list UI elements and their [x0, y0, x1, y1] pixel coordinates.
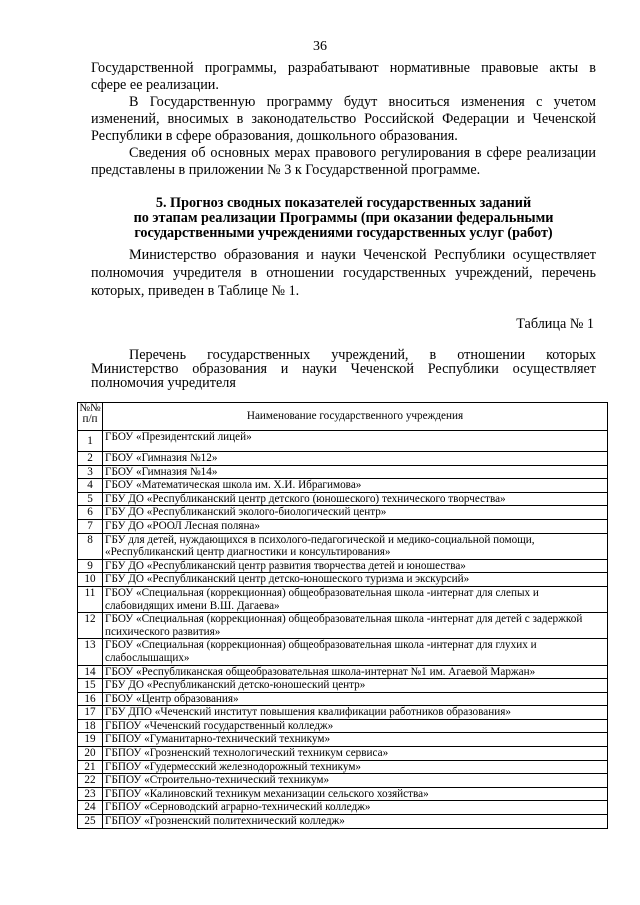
- row-number: 25: [78, 815, 103, 829]
- section-heading-line-3: государственными учреждениями государственных услуг (работ): [134, 225, 553, 241]
- row-number: 3: [78, 465, 103, 479]
- institution-name: ГБОУ «Специальная (коррекционная) общеобразовательная школа -интернат для детей с задержкой психического развития»: [103, 613, 608, 639]
- row-number: 20: [78, 747, 103, 761]
- row-number: 21: [78, 760, 103, 774]
- institution-name: ГБПОУ «Чеченский государственный колледж»: [103, 719, 608, 733]
- institution-name: ГБУ ДО «Республиканский эколого-биологический центр»: [103, 506, 608, 520]
- table-row: [78, 760, 608, 774]
- row-number: 4: [78, 479, 103, 493]
- row-number: 2: [78, 452, 103, 466]
- row-number: 12: [78, 613, 103, 639]
- table-row: [78, 431, 608, 452]
- row-number: 19: [78, 733, 103, 747]
- institution-name: ГБОУ «Математическая школа им. Х.И. Ибрагимова»: [103, 479, 608, 493]
- section-heading-line-2: по этапам реализации Программы (при оказании федеральными: [133, 210, 554, 226]
- table-row: [78, 452, 608, 466]
- institution-name: ГБУ ДО «Республиканский центр детско-юношеского туризма и экскурсий»: [103, 573, 608, 587]
- header-number-line-1: №№: [79, 402, 101, 414]
- row-number: 15: [78, 679, 103, 693]
- intro-paragraph-1-line-1: Государственной программы, разрабатывают нормативные правовые акты в: [91, 60, 596, 76]
- row-number: 22: [78, 774, 103, 788]
- institution-name: ГБОУ «Специальная (коррекционная) общеобразовательная школа -интернат для глухих и слабослышащих»: [103, 639, 608, 665]
- table-body: [78, 431, 608, 829]
- institution-name: ГБУ ДО «Республиканский детско-юношеский центр»: [103, 679, 608, 693]
- row-number: 1: [78, 431, 103, 452]
- intro-block: [91, 60, 596, 179]
- row-number: 16: [78, 692, 103, 706]
- institution-name: ГБОУ «Центр образования»: [103, 692, 608, 706]
- table-row: [78, 747, 608, 761]
- institution-name: ГБУ ДО «Республиканский центр детского (юношеского) технического творчества»: [103, 492, 608, 506]
- table-row: [78, 519, 608, 533]
- table-row: [78, 679, 608, 693]
- list-title: [91, 348, 596, 390]
- row-number: 8: [78, 533, 103, 559]
- table-caption: Таблица № 1: [516, 316, 594, 332]
- institution-name: ГБПОУ «Калиновский техникум механизации сельского хозяйства»: [103, 787, 608, 801]
- section-heading: [91, 196, 596, 241]
- row-number: 5: [78, 492, 103, 506]
- row-number: 14: [78, 665, 103, 679]
- institution-name: ГБУ ДО «Республиканский центр развития творчества детей и юношества»: [103, 559, 608, 573]
- intro-paragraph-1-line-2: сфере ее реализации.: [91, 77, 219, 93]
- institution-name: ГБУ ДО «РООЛ Лесная поляна»: [103, 519, 608, 533]
- row-number: 11: [78, 586, 103, 612]
- row-number: 23: [78, 787, 103, 801]
- table-row: [78, 492, 608, 506]
- table-row: [78, 719, 608, 733]
- list-title-text: Перечень государственных учреждений, в отношении которых Министерство образования и науки Чеченской Республики осуществляет полномочия учредителя: [91, 347, 596, 391]
- row-number: 9: [78, 559, 103, 573]
- institution-name: ГБОУ «Гимназия №14»: [103, 465, 608, 479]
- institution-name: ГБУ для детей, нуждающихся в психолого-педагогической и медико-социальной помощи, «Республиканский центр диагностики и консультирования»: [103, 533, 608, 559]
- section-text-block: [91, 246, 596, 300]
- table-row: [78, 733, 608, 747]
- row-number: 18: [78, 719, 103, 733]
- institution-name: ГБПОУ «Гудермесский железнодорожный техникум»: [103, 760, 608, 774]
- table-row: [78, 586, 608, 612]
- header-number: [78, 403, 103, 431]
- section-text: Министерство образования и науки Чеченской Республики осуществляет полномочия учредителя в отношении государственных учреждений, перечень которых, приведен в Таблице № 1.: [91, 247, 596, 299]
- table-row: [78, 479, 608, 493]
- institution-name: ГБПОУ «Строительно-технический техникум»: [103, 774, 608, 788]
- institution-name: ГБПОУ «Грозненский политехнический колледж»: [103, 815, 608, 829]
- header-number-line-2: п/п: [82, 413, 98, 425]
- institution-name: ГБОУ «Президентский лицей»: [103, 431, 608, 452]
- row-number: 10: [78, 573, 103, 587]
- table-row: [78, 506, 608, 520]
- institution-name: ГБОУ «Республиканская общеобразовательная школа-интернат №1 им. Агаевой Маржан»: [103, 665, 608, 679]
- table-row: [78, 801, 608, 815]
- table-row: [78, 559, 608, 573]
- institution-name: ГБПОУ «Грозненский технологический техникум сервиса»: [103, 747, 608, 761]
- intro-paragraph-2: В Государственную программу будут вноситься изменения с учетом изменений, вносимых в законодательство Российской Федерации и Чеченской Республики в сфере образования, дошкольного образования.: [91, 94, 596, 144]
- table-row: [78, 465, 608, 479]
- table-row: [78, 613, 608, 639]
- intro-paragraph-3: Сведения об основных мерах правового регулирования в сфере реализации представлены в приложении № 3 к Государственной программе.: [91, 145, 596, 178]
- table-row: [78, 533, 608, 559]
- row-number: 24: [78, 801, 103, 815]
- table-header-row: [78, 403, 608, 431]
- institution-name: ГБПОУ «Серноводский аграрно-технический колледж»: [103, 801, 608, 815]
- page-number: 36: [313, 39, 327, 54]
- row-number: 17: [78, 706, 103, 720]
- table-row: [78, 815, 608, 829]
- section-heading-line-1: 5. Прогноз сводных показателей государственных заданий: [155, 195, 532, 211]
- table-row: [78, 706, 608, 720]
- table-row: [78, 573, 608, 587]
- row-number: 13: [78, 639, 103, 665]
- table-row: [78, 774, 608, 788]
- table-row: [78, 692, 608, 706]
- table-row: [78, 665, 608, 679]
- institution-name: ГБУ ДПО «Чеченский институт повышения квалификации работников образования»: [103, 706, 608, 720]
- row-number: 7: [78, 519, 103, 533]
- institution-name: ГБОУ «Специальная (коррекционная) общеобразовательная школа -интернат для слепых и слабовидящих имени В.Ш. Дагаева»: [103, 586, 608, 612]
- table-row: [78, 787, 608, 801]
- header-name: Наименование государственного учреждения: [103, 403, 608, 431]
- table-row: [78, 639, 608, 665]
- institutions-table: [77, 402, 608, 829]
- row-number: 6: [78, 506, 103, 520]
- institution-name: ГБПОУ «Гуманитарно-технический техникум»: [103, 733, 608, 747]
- institution-name: ГБОУ «Гимназия №12»: [103, 452, 608, 466]
